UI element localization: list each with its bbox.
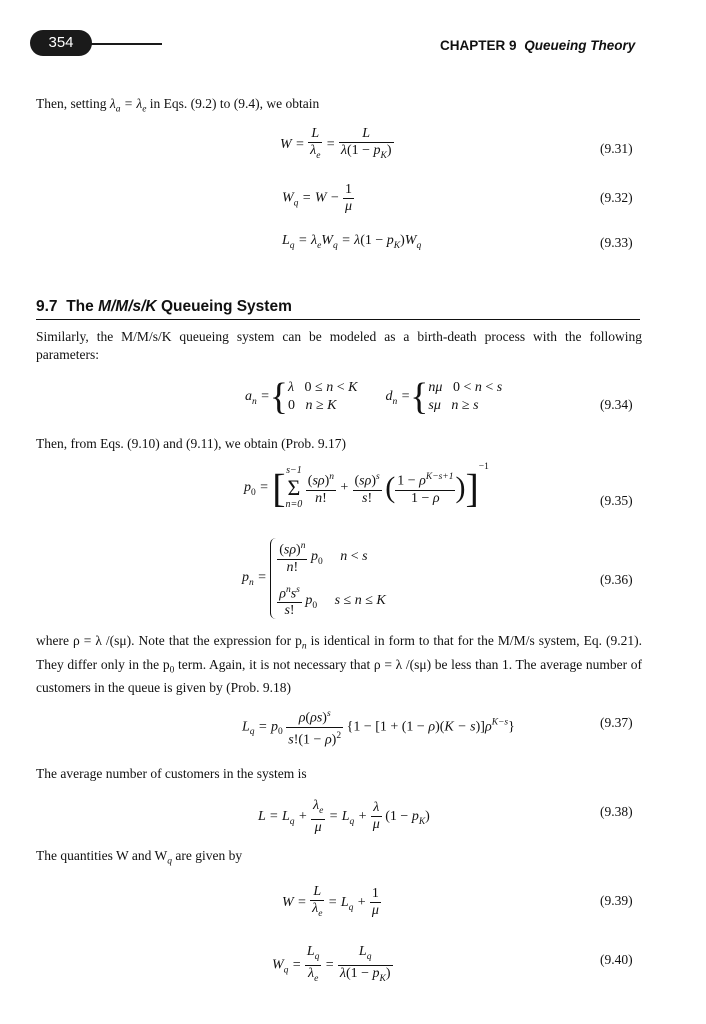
equation-number-9-31: (9.31) <box>600 141 633 156</box>
equation-number-9-38: (9.38) <box>600 804 633 819</box>
intro-line: Then, setting $\lambda_a = \lambda_e$ in Eqs. (9.2) to (9.4), we obtain <box>36 96 320 115</box>
equation-number-9-39: (9.39) <box>600 893 633 908</box>
equation-9-35: $p_0 = [s-1$ Σ n=0 $\frac{(s\rho)^n}{n!}$ + $\frac{(s\rho)^s}{s!}$ ( $\frac{1 - \rho^{K-s+1}}{1 - \rho}$ )]$^{-1}$ <box>244 462 489 511</box>
section-title-suffix: Queueing System <box>160 298 292 315</box>
paragraph-2: Then, from Eqs. (9.10) and (9.11), we obtain (Prob. 9.17) <box>36 436 346 451</box>
equation-number-9-34: (9.34) <box>600 397 633 412</box>
running-header <box>440 38 635 53</box>
paragraph-3-part-b: is identical in form to that for the M/M/s system, Eq. (9.21). They differ only in the p <box>36 633 642 672</box>
equation-9-31: W = $\frac{L}{\lambda_e}$ = $\frac{L}{\lambda(1 - p_K)}$ <box>280 126 392 161</box>
paragraph-3: where ρ = λ /(sμ). Note that the expression for $p_n$ is identical in form to that for the M/M/s system, Eq. (9.21). They differ only in the $p_0$ term. Again, it is not necessary that ρ = λ /(sμ) be less than 1. The average number of customers in the queue is given by (Prob. 9.18) <box>36 633 643 696</box>
equation-9-36: $p_n$ = $\frac{(s\rho)^n}{n!}$ $p_0$ n < s $\frac{\rho^ns^s}{s!}$ $p_0$ s ≤ n ≤ K <box>242 538 386 619</box>
paragraph-5: The quantities W and $W_q$ are given by <box>36 848 243 867</box>
section-title-prefix: The <box>66 298 94 315</box>
page-number: 354 <box>48 34 74 51</box>
paragraph-3-part-c: term. Again, it is not necessary that ρ = λ /(sμ) be less than 1. The average number of customers in the queue is given by (Prob. 9.18) <box>36 656 643 696</box>
equation-number-9-37: (9.37) <box>600 715 633 730</box>
intro-text-before: Then, setting <box>36 96 107 111</box>
paragraph-5-part-b: are given by <box>171 848 243 863</box>
paragraph-1: Similarly, the M/M/s/K queueing system can be modeled as a birth-death process with the following parameters: <box>36 329 642 362</box>
equation-9-37: $L_q = p_0$ $\frac{\rho(\rho s)^s}{s!(1 - \rho)^2}$ $\{1 - [1 + (1 - \rho)(K - s)]\rho^{K-s}\}$ <box>242 706 515 748</box>
paragraph-3-part-a: where ρ = λ /(sμ). Note that the expression for p <box>36 633 302 648</box>
header-rule <box>90 43 162 45</box>
equation-number-9-35: (9.35) <box>600 493 633 508</box>
equation-9-32: $W_q = W$ − $\frac{1}{\mu}$ <box>282 182 353 214</box>
equation-number-9-36: (9.36) <box>600 572 633 587</box>
paragraph-4: The average number of customers in the system is <box>36 766 307 781</box>
chapter-label: CHAPTER 9 <box>440 38 517 53</box>
equation-number-9-33: (9.33) <box>600 235 633 250</box>
intro-text-mid: in Eqs. (9.2) to (9.4), we obtain <box>149 96 320 111</box>
equation-9-40: $W_q$ = $\frac{L_q}{\lambda_e}$ = $\frac{L_q}{\lambda(1 - p_K)}$ <box>272 944 391 984</box>
equation-9-38: $L = L_q$ + $\frac{\lambda_e}{\mu}$ = $L_q$ + $\frac{\lambda}{\mu}$ $(1 - p_K)$ <box>258 798 430 835</box>
page-number-badge <box>30 30 92 56</box>
equation-number-9-32: (9.32) <box>600 190 633 205</box>
section-heading <box>36 298 292 316</box>
equation-9-34: $a_n =\{\lambda$ 0 ≤ n < K 0 n ≥ K $d_n =\{n\mu$ 0 < n < s sμ n ≥ s <box>245 376 503 418</box>
equation-9-33: $L_q = \lambda_eW_q = \lambda(1 - p_K)W_q$ <box>282 233 422 251</box>
equation-number-9-40: (9.40) <box>600 952 633 967</box>
section-title-model: M/M/s/K <box>98 298 157 315</box>
paragraph-5-part-a: The quantities W and W <box>36 848 168 863</box>
section-number: 9.7 <box>36 298 58 315</box>
chapter-title: Queueing Theory <box>524 38 636 53</box>
equation-9-39: W = $\frac{L}{\lambda_e}$ = $L_q$ + $\frac{1}{\mu}$ <box>282 884 379 919</box>
section-rule <box>36 319 640 320</box>
